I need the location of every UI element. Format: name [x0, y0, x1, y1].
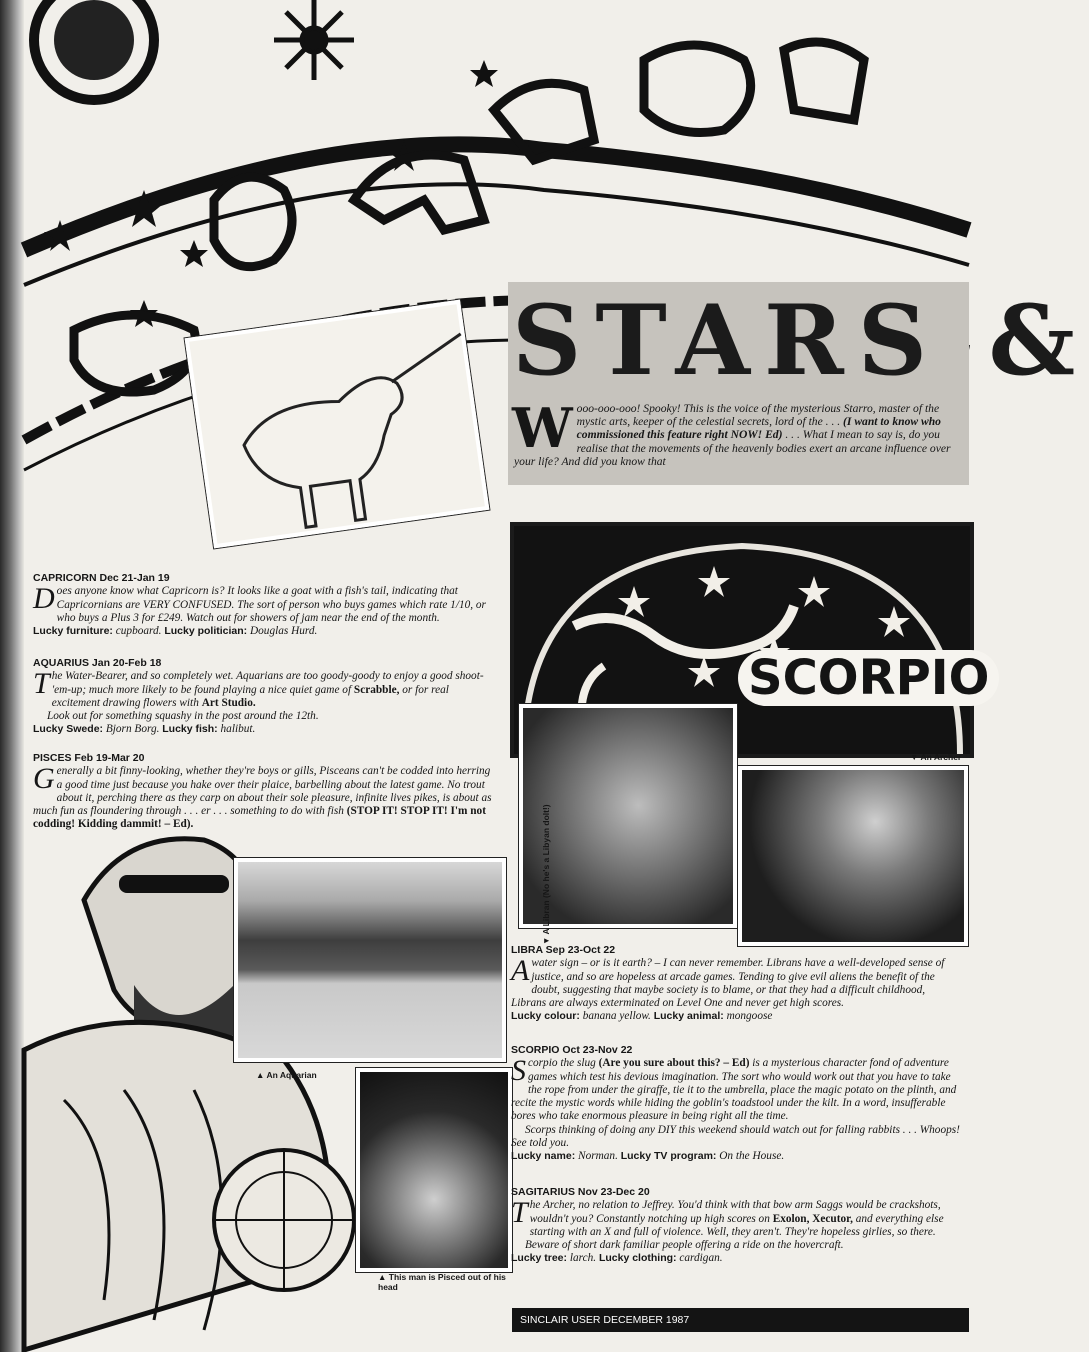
- libra-dropcap: A: [511, 954, 530, 988]
- lucky-value: banana yellow.: [582, 1010, 651, 1023]
- scorpio-lucky: [511, 1150, 961, 1163]
- scorpio-section: [511, 1044, 961, 1164]
- lucky-value: halibut.: [220, 723, 256, 736]
- libra-heading: LIBRA Sep 23-Oct 22: [511, 944, 616, 956]
- intro-paragraph: [512, 396, 966, 468]
- capricorn-body: oes anyone know what Capricorn is? It looks like a goat with a fish's tail, indicating that Capricornians are VERY CONFUSED. The sort of person who buys games which rate 1/10, or who buys a Plus 3 for £249. Watch out for showers of jam near the end of the month.: [56, 585, 486, 624]
- libra-body: water sign – or is it earth? – I can never remember. Librans have a well-developed sense of justice, and so are hopeless at arcade games. Tending to give evil aliens the benefit of the doubt, suggesting that maybe society is to blame, or that they had a difficult childhood, Librans are always exterminated on Level One and never get high scores.: [511, 957, 945, 1010]
- lucky-label: Lucky animal:: [653, 1010, 724, 1023]
- pisced-photo: [356, 1068, 512, 1272]
- pisces-body: enerally a bit finny-looking, whether they're boys or gills, Pisceans can't be codded into herring a good time just because you hake over their plaice, barbelling about the latest game. No trout about it, perching there as they carp on about their sole pleasure, infinite lives pikes, is about as much fun as floundering through . . . er . . . something to do with fish: [33, 765, 492, 818]
- aquarius-body: he Water-Bearer, and so completely wet. Aquarians are too goody-goody to enjoy a good shoot-'em-up; much more likely to be found playing a nice quiet game of: [51, 670, 484, 696]
- pisces-dropcap: G: [33, 762, 55, 796]
- lucky-value: On the House.: [719, 1150, 785, 1163]
- aquarius-game-1: Scrabble,: [353, 683, 400, 696]
- scorpio-body-2: is a mysterious character fond of adventure games which test his devious imagination. The sort who would work out that you have to take the rope from under the giraffe, tie it to the umbrella, place the magic potato on the plinth, and recite the mystic words while hiding the goblin's toadstool under the kilt. In a word, insufferable bores who take enormous pleasure in being right all the time.: [511, 1057, 957, 1123]
- intro-text: ooo-ooo-ooo! Spooky! This is the voice of the mysterious Starro, master of the mystic arts, keeper of the celestial secrets, lord of the . . .: [576, 402, 940, 429]
- scorpio-panel-label: SCORPIO: [738, 650, 999, 706]
- lucky-value: Bjorn Borg.: [105, 723, 160, 736]
- lucky-label: Lucky furniture:: [33, 625, 113, 638]
- unicorn-icon: [189, 304, 485, 544]
- pisces-editor-aside: (STOP IT! STOP IT! I'm not codding! Kidding dammit! – Ed).: [33, 805, 486, 831]
- sagitarius-games: Exolon, Xecutor,: [772, 1212, 853, 1225]
- aquarius-body-3: Look out for something squashy in the post around the 12th.: [47, 710, 319, 723]
- lucky-label: Lucky name:: [511, 1150, 576, 1163]
- libra-lucky: [511, 1010, 961, 1023]
- aquarius-section: [33, 657, 493, 737]
- binding-spine: [0, 0, 24, 1352]
- sagitarius-heading: SAGITARIUS Nov 23-Dec 20: [511, 1186, 650, 1198]
- archer-caption: ▼ An Archer: [910, 752, 962, 762]
- intro-dropcap: W: [512, 396, 573, 460]
- lucky-value: larch.: [569, 1252, 597, 1265]
- scorpio-editor-aside: (Are you sure about this? – Ed): [598, 1057, 750, 1070]
- capricorn-heading: CAPRICORN Dec 21-Jan 19: [33, 572, 170, 584]
- lucky-label: Lucky TV program:: [620, 1150, 717, 1163]
- lucky-label: Lucky colour:: [511, 1010, 580, 1023]
- capricorn-dropcap: D: [33, 582, 55, 616]
- lucky-label: Lucky politician:: [164, 625, 248, 638]
- aquarius-lucky: [33, 723, 493, 736]
- lucky-value: cardigan.: [679, 1252, 723, 1265]
- sagitarius-lucky: [511, 1252, 961, 1265]
- sagitarius-body-2: and everything else starting with an X and full of violence. Well, they aren't. They're hopeless girlies, so there.: [529, 1212, 944, 1238]
- pisced-caption: ▲ This man is Pisced out of his head: [378, 1272, 506, 1292]
- aquarius-heading: AQUARIUS Jan 20-Feb 18: [33, 657, 162, 669]
- pisces-section: [33, 752, 495, 832]
- aquarius-body-2: or for real excitement drawing flowers with: [51, 683, 449, 709]
- aquarium-photo: [234, 858, 506, 1062]
- sagitarius-body: he Archer, no relation to Jeffrey. You'd think with that bow arm Saggs would be crackshots, wouldn't you? Constantly notching up high scores on: [529, 1199, 941, 1225]
- unicorn-woodcut-image: [185, 300, 490, 549]
- libran-photo: [519, 704, 737, 928]
- archer-photo: [738, 766, 968, 946]
- pisces-heading: PISCES Feb 19-Mar 20: [33, 752, 145, 764]
- scorpio-body-3: Scorps thinking of doing any DIY this weekend should watch out for falling rabbits . . . Whoops! See told you.: [511, 1123, 960, 1150]
- intro-editor-aside: (I want to know who commissioned this feature right NOW! Ed): [576, 415, 941, 442]
- lucky-label: Lucky clothing:: [598, 1252, 677, 1265]
- lucky-label: Lucky fish:: [162, 723, 218, 736]
- page-footer: SINCLAIR USER DECEMBER 1987: [512, 1308, 969, 1332]
- lucky-value: cupboard.: [115, 625, 162, 638]
- lucky-value: Norman.: [578, 1150, 618, 1163]
- aquarian-caption: ▲ An Aquarian: [256, 1070, 317, 1080]
- aquarius-dropcap: T: [33, 667, 50, 701]
- libra-section: [511, 944, 961, 1024]
- libran-caption: ▼ A Libran (No he's a Libyan dolt!): [541, 804, 551, 945]
- lucky-label: Lucky tree:: [511, 1252, 568, 1265]
- capricorn-section: [33, 572, 493, 638]
- lucky-value: Douglas Hurd.: [250, 625, 318, 638]
- page-title: STARS &: [512, 284, 1089, 397]
- lucky-value: mongoose: [726, 1010, 773, 1023]
- scorpio-heading: SCORPIO Oct 23-Nov 22: [511, 1044, 633, 1056]
- intro-text-2: . . . What I mean to say is, do you realise that the movements of the heavenly bodies exert an arcane influence over your life? And did you know that: [514, 428, 951, 468]
- capricorn-lucky: [33, 625, 493, 638]
- lucky-label: Lucky Swede:: [33, 723, 104, 736]
- aquarius-game-2: Art Studio.: [201, 696, 256, 709]
- sagitarius-dropcap: T: [511, 1196, 528, 1230]
- scorpio-dropcap: S: [511, 1054, 526, 1088]
- sagitarius-section: [511, 1186, 961, 1266]
- sagitarius-body-3: Beware of short dark familiar people offering a ride on the hovercraft.: [525, 1239, 844, 1252]
- scorpio-body: corpio the slug: [528, 1057, 596, 1070]
